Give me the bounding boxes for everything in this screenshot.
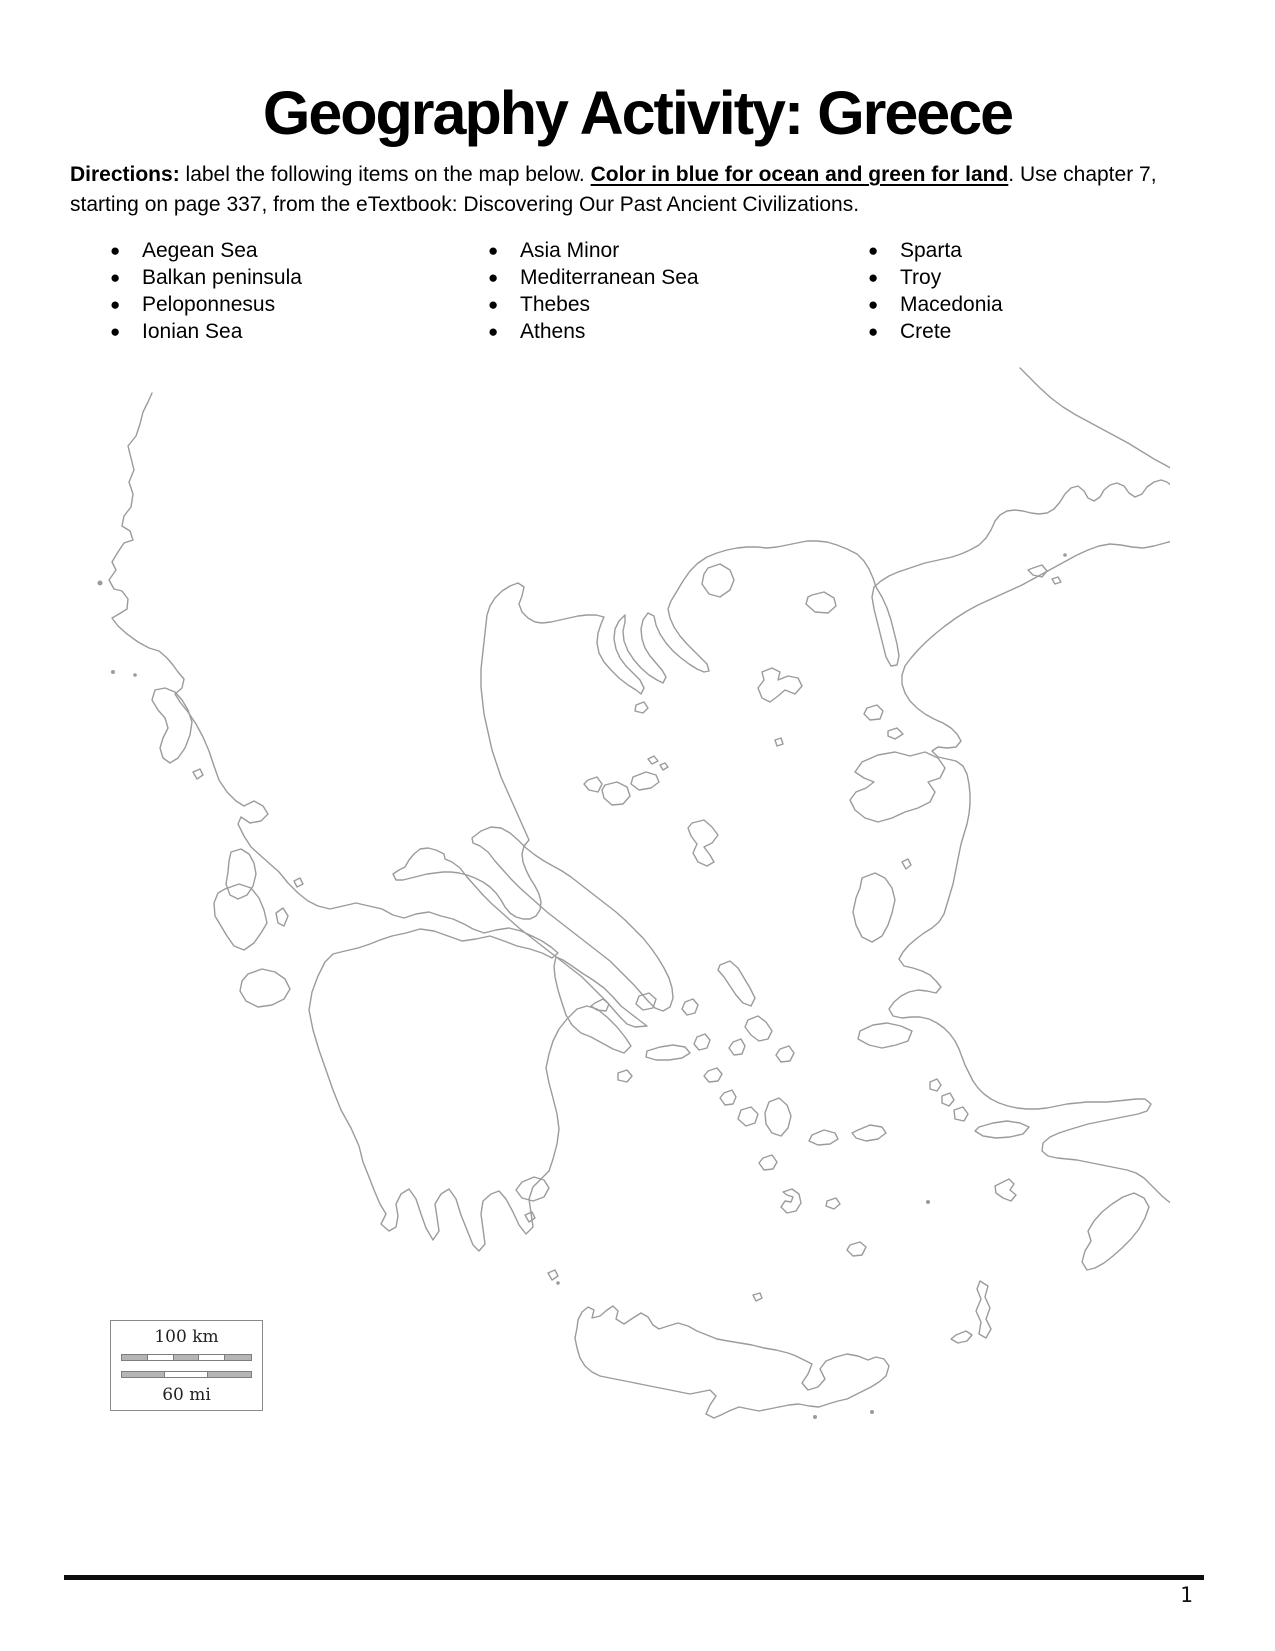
island-euboea — [472, 827, 673, 1011]
island-alonnisos — [631, 772, 659, 790]
island-kalymnos — [954, 1107, 968, 1121]
list-item-label: Macedonia — [900, 293, 1003, 316]
island-karpathos — [976, 1281, 991, 1338]
islet-speck — [111, 670, 115, 674]
island-psara — [902, 859, 911, 869]
island-amorgos — [809, 1130, 838, 1145]
bullet-icon: ● — [488, 322, 499, 341]
list-item-label: Thebes — [520, 293, 591, 316]
island-ios — [759, 1155, 777, 1170]
island-kea — [682, 999, 698, 1015]
list-item — [866, 237, 1003, 264]
island-samothrace — [806, 592, 836, 613]
island-naxos — [765, 1098, 791, 1136]
island-spetses — [618, 1070, 632, 1082]
bullet-icon: ● — [868, 241, 879, 260]
label-list-column-3 — [866, 237, 1003, 345]
bullet-icon: ● — [868, 268, 879, 287]
islet-speck — [556, 1281, 560, 1285]
island-crete — [575, 1306, 889, 1418]
label-list-column-2 — [486, 237, 699, 345]
scale-mi-label: 60 mi — [162, 1385, 211, 1405]
island-skyros — [688, 820, 718, 866]
list-item — [486, 264, 699, 291]
bullet-icon: ● — [488, 268, 499, 287]
bullet-icon: ● — [110, 268, 121, 287]
list-item-label: Sparta — [900, 239, 962, 262]
directions-label: Directions: — [70, 163, 180, 186]
island-limnos — [758, 668, 802, 702]
island-marmara — [1028, 565, 1047, 577]
islet-pair-a — [648, 756, 658, 764]
island-agios-efstratios — [775, 738, 783, 746]
islet-echinades — [294, 878, 303, 887]
island-mykonos — [776, 1046, 794, 1062]
island-anafi — [826, 1198, 840, 1209]
bullet-icon: ● — [110, 295, 121, 314]
bullet-icon: ● — [488, 241, 499, 260]
islet-speck — [133, 673, 137, 677]
list-item-label: Crete — [900, 320, 952, 343]
islet-south-aegean — [847, 1242, 866, 1256]
island-aegina — [636, 993, 656, 1010]
list-item — [866, 264, 1003, 291]
island-ikaria — [852, 1125, 886, 1141]
island-kos — [975, 1121, 1029, 1138]
island-patmos — [930, 1079, 941, 1091]
island-gokceada — [864, 705, 883, 720]
greece-outline-map — [90, 365, 1170, 1425]
scale-km-bar — [121, 1354, 252, 1361]
island-paxos — [193, 769, 203, 779]
island-sifnos — [720, 1090, 736, 1105]
list-item — [486, 291, 699, 318]
label-list-column-1 — [108, 237, 302, 345]
island-andros — [718, 961, 755, 1006]
footer-divider — [64, 1575, 1204, 1580]
islet-kythira — [548, 1270, 558, 1280]
island-folegandros — [525, 1212, 535, 1222]
island-tinos — [745, 1016, 772, 1041]
island-zakynthos — [240, 969, 290, 1007]
list-item — [108, 291, 302, 318]
map-scale-bar — [110, 1320, 263, 1411]
list-item — [108, 237, 302, 264]
island-syros — [729, 1039, 745, 1055]
list-item — [866, 291, 1003, 318]
islet-speck — [813, 1415, 817, 1419]
island-lesbos — [850, 752, 945, 822]
island-rhodes — [1082, 1193, 1149, 1270]
island-lefkada — [226, 849, 256, 899]
island-skopelos — [602, 782, 630, 805]
coastline-black-sea — [1020, 368, 1170, 471]
bullet-icon: ● — [110, 322, 121, 341]
list-item-label: Mediterranean Sea — [520, 266, 699, 289]
islet-speck — [98, 581, 103, 586]
scale-km-label: 100 km — [154, 1327, 219, 1347]
island-kythnos — [694, 1034, 710, 1050]
islet-speck — [926, 1200, 930, 1204]
list-item-label: Aegean Sea — [142, 239, 258, 262]
directions-text — [70, 160, 1210, 220]
bullet-icon: ● — [110, 241, 121, 260]
island-serifos — [704, 1068, 722, 1082]
coastline-asia-minor — [889, 540, 1170, 1205]
islet-speck — [870, 1410, 874, 1414]
bullet-icon: ● — [488, 295, 499, 314]
directions-emphasis: Color in blue for ocean and green for land — [590, 163, 1009, 186]
island-paros — [738, 1107, 758, 1126]
island-chios — [853, 873, 895, 942]
scale-mi-bar — [121, 1371, 252, 1378]
island-thasos — [702, 564, 734, 597]
island-santorini — [781, 1189, 801, 1213]
islet-pair-b — [660, 763, 668, 770]
islet-marmara-small — [1052, 577, 1061, 584]
list-item — [866, 318, 1003, 345]
page-number: 1 — [1180, 1583, 1193, 1607]
island-corfu — [152, 688, 192, 763]
list-item — [108, 264, 302, 291]
list-item-label: Athens — [520, 320, 586, 343]
island-kefalonia — [214, 884, 267, 950]
list-item — [486, 237, 699, 264]
island-skiathos — [584, 777, 602, 792]
list-item — [486, 318, 699, 345]
islet-dia — [753, 1293, 762, 1301]
island-hydra — [646, 1045, 690, 1060]
island-bozcaada — [888, 728, 903, 739]
list-item-label: Troy — [900, 266, 942, 289]
bullet-icon: ● — [868, 295, 879, 314]
island-leros — [942, 1093, 954, 1106]
island-ithaca — [276, 908, 288, 926]
island-samos — [858, 1023, 912, 1048]
list-item-label: Ionian Sea — [142, 320, 243, 343]
bullet-icon: ● — [868, 322, 879, 341]
island-astypalaia — [995, 1179, 1016, 1201]
directions-body-2: . Use chapter 7, starting on page 337, from the eTextbook: Discovering Our Past Ancient Civilizations. — [70, 163, 1157, 216]
islet-thermaic — [635, 702, 648, 713]
list-item-label: Asia Minor — [520, 239, 620, 262]
list-item — [108, 318, 302, 345]
directions-body-1: label the following items on the map below. — [179, 163, 591, 186]
island-kasos — [951, 1331, 972, 1343]
list-item-label: Balkan peninsula — [142, 266, 302, 289]
islet-speck — [1063, 553, 1067, 557]
page-title: Geography Activity: Greece — [262, 79, 1013, 147]
list-item-label: Peloponnesus — [142, 293, 276, 316]
